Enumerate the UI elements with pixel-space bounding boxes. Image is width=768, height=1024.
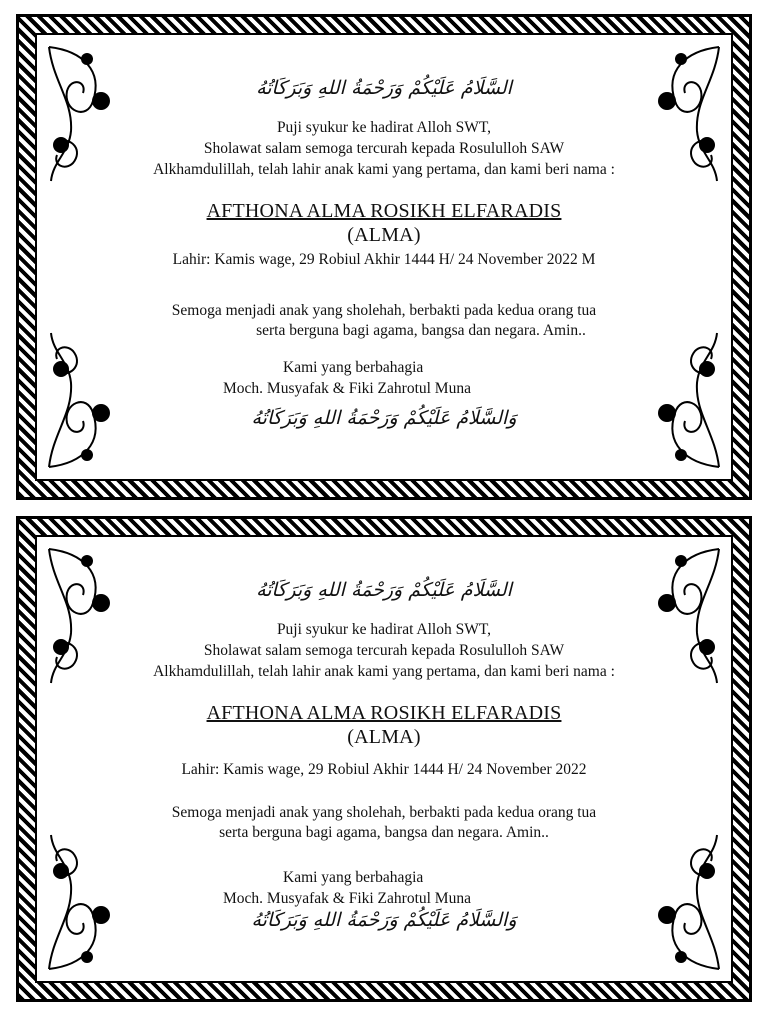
intro-text — [37, 117, 731, 180]
baby-full-name: AFTHONA ALMA ROSIKH ELFARADIS — [206, 702, 562, 724]
intro-line: Puji syukur ke hadirat Alloh SWT, — [276, 621, 492, 638]
intro-line: Sholawat salam semoga tercurah kepada Rosululloh SAW — [203, 642, 565, 659]
baby-name — [37, 199, 731, 247]
baby-nickname: (ALMA) — [347, 726, 421, 748]
signature-line: Kami yang berbahagia — [283, 869, 424, 886]
signature-line: Kami yang berbahagia — [283, 359, 424, 376]
floral-scroll-icon — [645, 323, 725, 473]
baby-nickname: (ALMA) — [347, 224, 421, 246]
baby-full-name: AFTHONA ALMA ROSIKH ELFARADIS — [206, 200, 562, 222]
wish-text — [37, 301, 731, 341]
baby-name — [37, 701, 731, 749]
salam-closing: وَالسَّلَامُ عَلَيْكُمْ وَرَحْمَةُ اللهِ وَبَرَكَاتُهُ — [251, 407, 517, 429]
floral-scroll-icon — [43, 323, 123, 473]
birth-date: Lahir: Kamis wage, 29 Robiul Akhir 1444 H/ 24 November 2022 M — [172, 251, 596, 268]
card-inner-panel — [35, 33, 733, 481]
wish-line: serta berguna bagi agama, bangsa dan negara. Amin.. — [256, 322, 586, 339]
wish-text — [37, 803, 731, 843]
wish-line: Semoga menjadi anak yang sholehah, berbakti pada kedua orang tua — [171, 302, 597, 319]
salam-opening: السَّلَامُ عَلَيْكُمْ وَرَحْمَةُ اللهِ وَبَرَكَاتُهُ — [256, 77, 512, 99]
birth-date: Lahir: Kamis wage, 29 Robiul Akhir 1444 H/ 24 November 2022 — [181, 761, 587, 778]
signature-block — [223, 357, 471, 399]
parents-names: Moch. Musyafak & Fiki Zahrotul Muna — [223, 890, 471, 907]
intro-text — [37, 619, 731, 682]
salam-closing: وَالسَّلَامُ عَلَيْكُمْ وَرَحْمَةُ اللهِ وَبَرَكَاتُهُ — [251, 909, 517, 931]
floral-scroll-icon — [43, 825, 123, 975]
birth-announcement-card-2 — [16, 516, 752, 1002]
floral-scroll-icon — [645, 825, 725, 975]
intro-line: Sholawat salam semoga tercurah kepada Rosululloh SAW — [203, 140, 565, 157]
intro-line: Alkhamdulillah, telah lahir anak kami yang pertama, dan kami beri nama : — [153, 161, 615, 178]
salam-opening: السَّلَامُ عَلَيْكُمْ وَرَحْمَةُ اللهِ وَبَرَكَاتُهُ — [256, 579, 512, 601]
wish-line: serta berguna bagi agama, bangsa dan negara. Amin.. — [219, 824, 549, 841]
parents-names: Moch. Musyafak & Fiki Zahrotul Muna — [223, 380, 471, 397]
intro-line: Alkhamdulillah, telah lahir anak kami yang pertama, dan kami beri nama : — [153, 663, 615, 680]
intro-line: Puji syukur ke hadirat Alloh SWT, — [276, 119, 492, 136]
card-inner-panel — [35, 535, 733, 983]
birth-announcement-card-1 — [16, 14, 752, 500]
wish-line: Semoga menjadi anak yang sholehah, berbakti pada kedua orang tua — [171, 804, 597, 821]
signature-block — [223, 867, 471, 909]
